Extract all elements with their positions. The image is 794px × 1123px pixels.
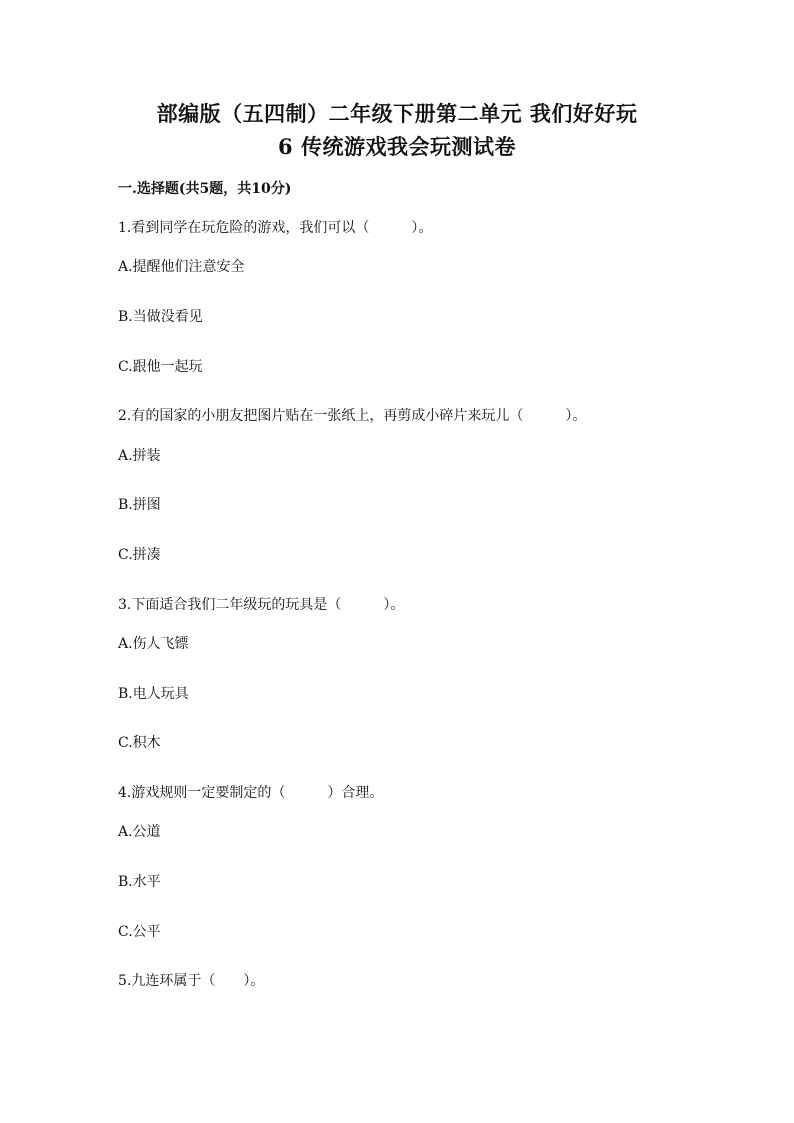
question-5: 5.九连环属于（ ）。 <box>118 973 265 989</box>
question-2-option-b: B.拼图 <box>118 497 161 513</box>
question-2-option-a: A.拼装 <box>118 448 161 464</box>
section-heading: 一.选择题(共5题，共10分) <box>118 181 292 197</box>
question-1-option-c: C.跟他一起玩 <box>118 359 203 375</box>
question-3-option-a: A.伤人飞镖 <box>118 636 189 652</box>
question-3-option-b: B.电人玩具 <box>118 686 189 702</box>
question-1-option-b: B.当做没看见 <box>118 309 203 325</box>
question-4: 4.游戏规则一定要制定的（ ）合理。 <box>118 785 384 801</box>
question-4-option-b: B.水平 <box>118 874 161 890</box>
question-1: 1.看到同学在玩危险的游戏，我们可以（ ）。 <box>118 220 433 236</box>
question-2-option-c: C.拼凑 <box>118 547 161 563</box>
question-4-option-a: A.公道 <box>118 824 161 840</box>
exam-title-line-2: 6 传统游戏我会玩测试卷 <box>278 134 516 159</box>
question-3-option-c: C.积木 <box>118 735 161 751</box>
question-4-option-c: C.公平 <box>118 924 161 940</box>
question-2: 2.有的国家的小朋友把图片贴在一张纸上，再剪成小碎片来玩儿（ ）。 <box>118 408 587 424</box>
question-3: 3.下面适合我们二年级玩的玩具是（ ）。 <box>118 597 405 613</box>
question-1-option-a: A.提醒他们注意安全 <box>118 259 245 275</box>
exam-title-line-1: 部编版（五四制）二年级下册第二单元 我们好好玩 <box>156 101 638 126</box>
